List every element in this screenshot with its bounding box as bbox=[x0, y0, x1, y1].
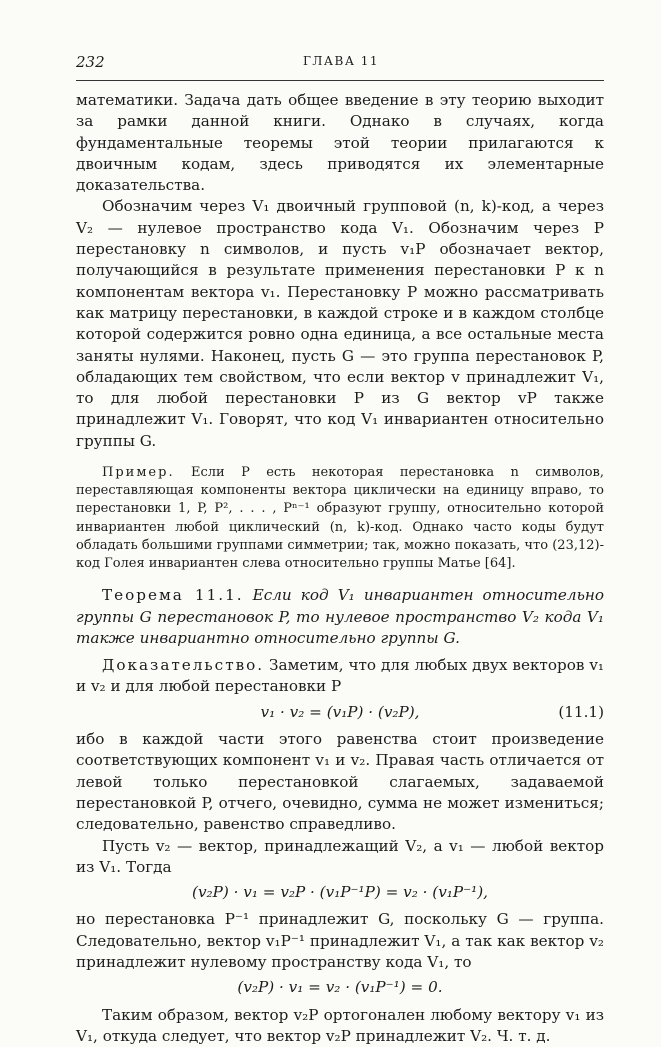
equation-11-1-body: v₁ · v₂ = (v₁P) · (v₂P), bbox=[260, 702, 420, 721]
equation-3-body: (v₂P) · v₁ = v₂ · (v₁P⁻¹) = 0. bbox=[237, 978, 443, 997]
equation-11-1 bbox=[76, 702, 604, 723]
equation-11-1-tag: (11.1) bbox=[558, 702, 604, 721]
paragraph-conclusion: Таким образом, вектор v₂P ортогонален любому вектору v₁ из V₁, откуда следует, что вектор v₂P принадлежит V₂. Ч. т. д. bbox=[76, 1005, 604, 1045]
page-body bbox=[76, 90, 604, 1047]
paragraph-definitions: Обозначим через V₁ двоичный групповой (n, k)-код, а через V₂ — нулевое пространство кода V₁. Обозначим через P перестановку n символов, и пусть v₁P обозначает вектор, получающийся в результате применения перестановки P к n компонентам вектора v₁. Перестановку P можно рассматривать как матрицу перестановки, в каждой строке и в каждом столбце которой содержится ровно одна единица, а все остальные места заняты нулями. Наконец, пусть G — это группа перестановок P, обладающих тем свойством, что если вектор v принадлежит V₁, то для любой перестановки P из G вектор vP также принадлежит V₁. Говорят, что код V₁ инвариантен относительно группы G. bbox=[76, 197, 604, 450]
equation-2-body: (v₂P) · v₁ = v₂P · (v₁P⁻¹P) = v₂ · (v₁P⁻¹), bbox=[192, 883, 488, 902]
example-text: Если P есть некоторая перестановка n символов, переставляющая компоненты вектора циклически на единицу вправо, то перестановки 1, P, P², . . . , Pⁿ⁻¹ образуют группу, относительно которой инвариантен любой циклический (n, k)-код. Однако часто коды будут обладать большими группами симметрии; так, можно показать, что (23,12)-код Голея инвариантен слева относительно группы Матье [64]. bbox=[76, 465, 604, 572]
example-block bbox=[76, 464, 604, 573]
equation-2 bbox=[76, 882, 604, 903]
paragraph-let: Пусть v₂ — вектор, принадлежащий V₂, а v₁ — любой вектор из V₁. Тогда bbox=[76, 836, 604, 876]
page-number: 232 bbox=[76, 53, 105, 71]
header-rule bbox=[76, 80, 604, 81]
paragraph-explanation: ибо в каждой части этого равенства стоит произведение соответствующих компонент v₁ и v₂. Правая часть отличается от левой только перестановкой слагаемых, задаваемой перестановкой P, отчего, очевидно, сумма не может измениться; следовательно, равенство справедливо. bbox=[76, 730, 604, 834]
equation-3 bbox=[76, 977, 604, 998]
example-label: Пример. bbox=[102, 465, 175, 481]
theorem-text: Если код V₁ инвариантен относительно группы G перестановок P, то нулевое пространство V₂ кода V₁ также инвариантно относительно группы G. bbox=[76, 586, 605, 647]
proof-label: Доказательство. bbox=[102, 656, 265, 675]
proof-text: Заметим, что для любых двух векторов v₁ и v₂ и для любой перестановки P bbox=[76, 656, 604, 696]
chapter-title: ГЛАВА 11 bbox=[302, 54, 380, 68]
theorem-label: Теорема 11.1. bbox=[102, 586, 244, 605]
paragraph-intro: математики. Задача дать общее введение в эту теорию выходит за рамки данной книги. Однако в случаях, когда фундаментальные теоремы этой теории прилагаются к двоичным кодам, здесь приводятся их элементарные доказательства. bbox=[76, 91, 604, 195]
proof-block bbox=[76, 655, 604, 698]
theorem-block bbox=[76, 585, 604, 649]
page-header bbox=[76, 53, 606, 77]
paragraph-permutation: но перестановка P⁻¹ принадлежит G, поскольку G — группа. Следовательно, вектор v₁P⁻¹ принадлежит V₁, а так как вектор v₂ принадлежит нулевому пространству кода V₁, то bbox=[76, 910, 604, 972]
